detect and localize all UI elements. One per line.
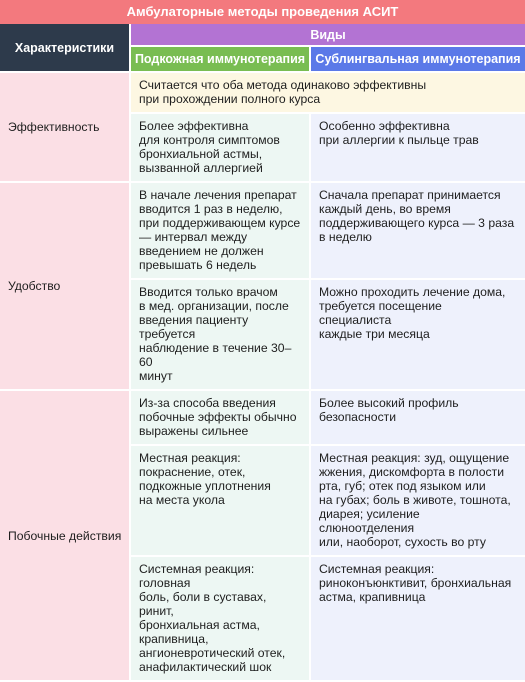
convenience-sublingual-cell-1: Сначала препарат принимается каждый день, во время поддерживающего курса — 3 раза в неделю [310,182,525,279]
side-effects-sublingual-cell-3: Системная реакция: риноконъюнктивит, бронхиальная астма, крапивница [310,556,525,681]
side-effects-subcutaneous-cell-2: Местная реакция: покраснение, отек, подкожные уплотнения на места укола [130,445,310,556]
category-convenience: Удобство [0,182,130,390]
efficacy-shared-cell: Считается что оба метода одинаково эффективны при прохождении полного курса [130,72,525,113]
convenience-subcutaneous-cell-1: В начале лечения препарат вводится 1 раз в неделю, при поддерживающем курсе — интервал между введением не должен превышать 6 недель [130,182,310,279]
category-efficacy: Эффективность [0,72,130,182]
header-row-1 [0,24,525,46]
efficacy-subcutaneous-cell: Более эффективна для контроля симптомов бронхиальной астмы, вызванной аллергией [130,113,310,182]
efficacy-sublingual-cell: Особенно эффективна при аллергии к пыльце трав [310,113,525,182]
header-characteristics: Характеристики [0,24,130,72]
side-effects-sublingual-cell-2: Местная реакция: зуд, ощущение жжения, дискомфорта в полости рта, губ; отек под языком или на губах; боль в животе, тошнота, диарея; усиление слюноотделения или, наоборот, сухость во рту [310,445,525,556]
convenience-row-1 [0,182,525,279]
efficacy-row-1 [0,72,525,113]
side-effects-subcutaneous-cell-1: Из-за способа введения побочные эффекты обычно выражены сильнее [130,390,310,445]
page-title: Амбулаторные методы проведения АСИТ [0,0,525,24]
side-effects-row-1 [0,390,525,445]
side-effects-subcutaneous-cell-3: Системная реакция: головная боль, боли в суставах, ринит, бронхиальная астма, крапивница, ангионевротический отек, анафилактический шок [130,556,310,681]
side-effects-sublingual-cell-1: Более высокий профиль безопасности [310,390,525,445]
header-subcutaneous: Подкожная иммунотерапия [130,46,310,72]
header-sublingual: Сублингвальная иммунотерапия [310,46,525,72]
header-types: Виды [130,24,525,46]
comparison-table [0,24,525,682]
convenience-sublingual-cell-2: Можно проходить лечение дома, требуется посещение специалиста каждые три месяца [310,279,525,390]
convenience-subcutaneous-cell-2: Вводится только врачом в мед. организации, после введения пациенту требуется наблюдение в течение 30–60 минут [130,279,310,390]
category-side-effects: Побочные действия [0,390,130,681]
